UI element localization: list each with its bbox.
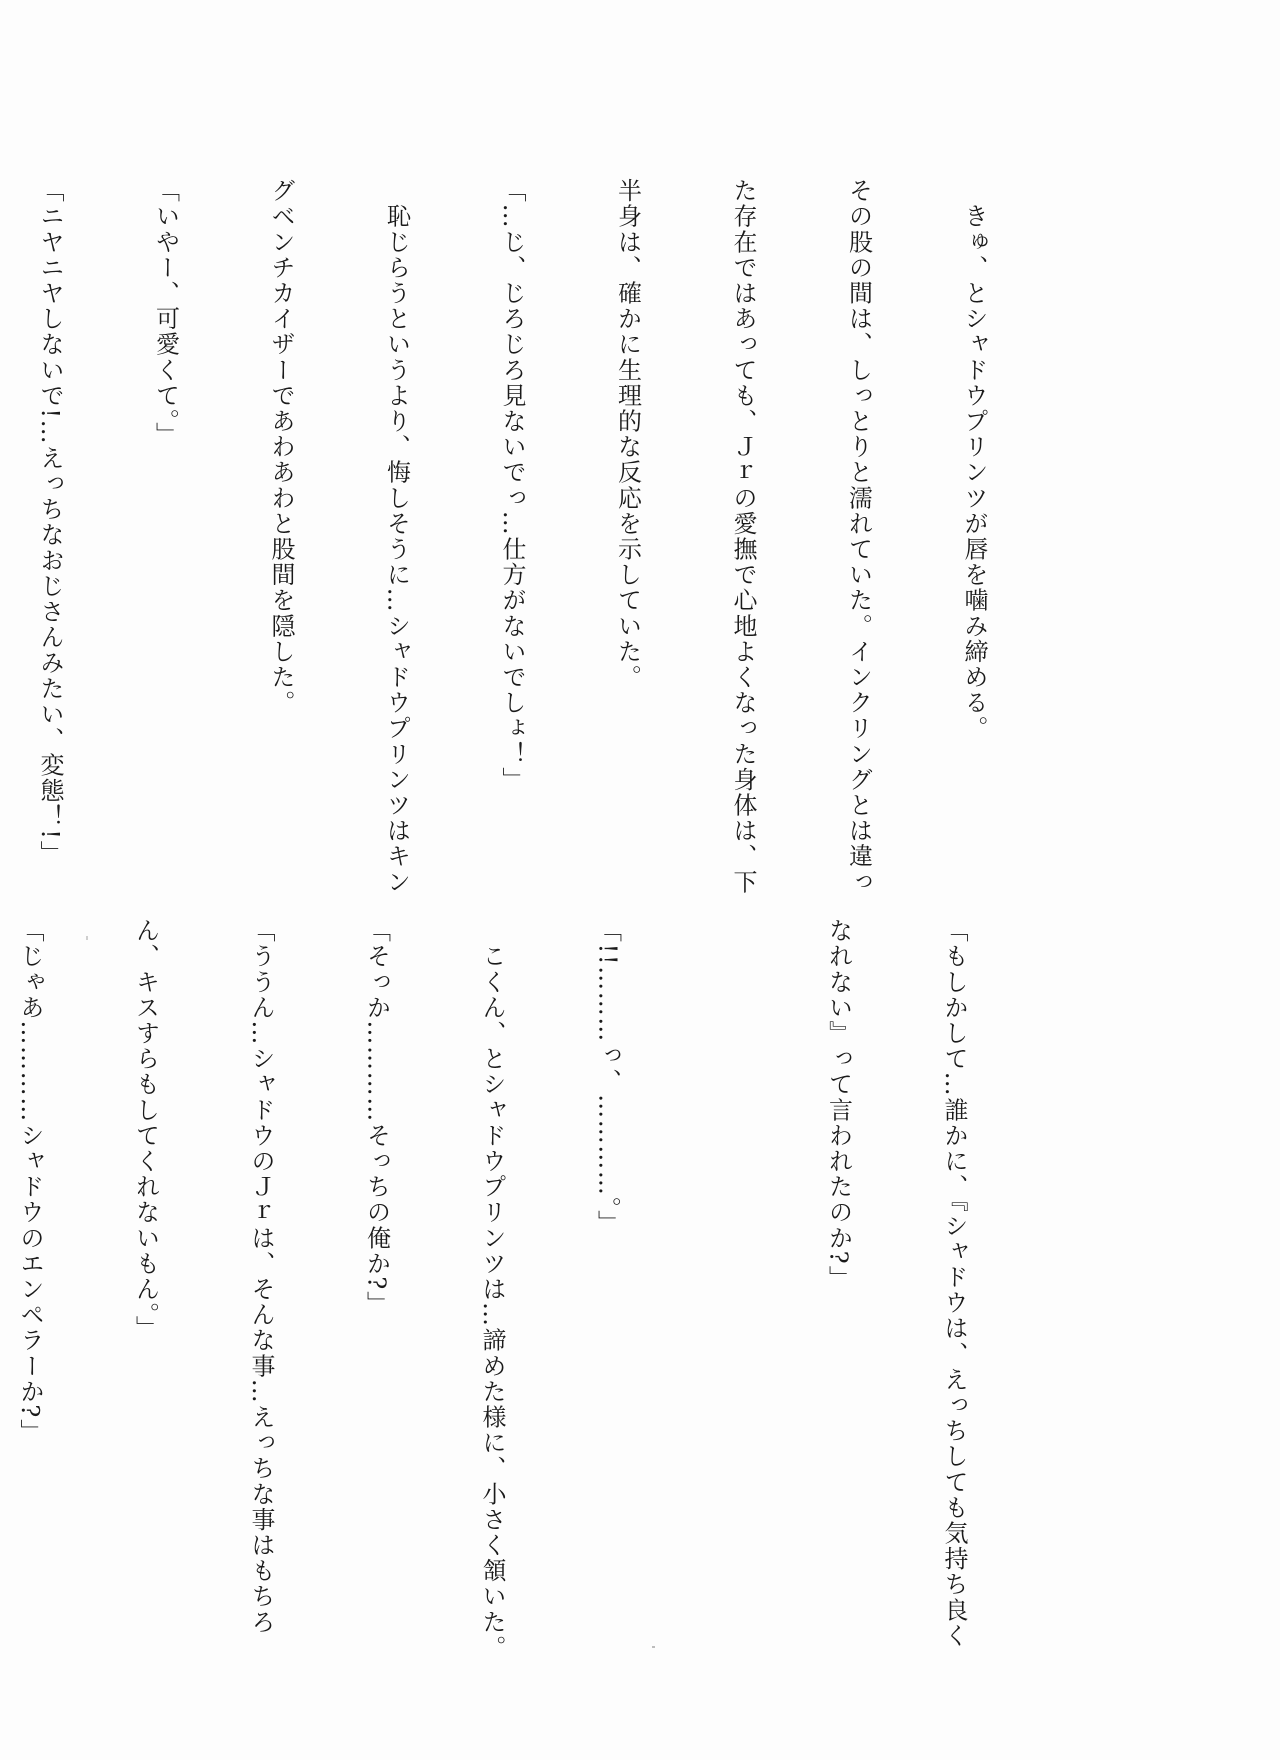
text-line: きゅ、とシャドウプリンツが唇を噛み締める。 [960, 178, 988, 742]
text-line: こくん、とシャドウプリンツは…諦めた様に、小さく頷いた。 [478, 918, 506, 1661]
text-line: ん、キスすらもしてくれないもん。」 [131, 918, 160, 1342]
text-line: 恥じらうというより、悔しそうに…シャドウプリンツはキン [382, 178, 411, 895]
text-line: 「ニヤニヤしないで!…えっちなおじさんみたい、変態！!」 [36, 178, 64, 867]
text-line: 「ううん…シャドウのＪｒは、そんな事…えっちな事はもちろ [247, 918, 275, 1635]
text-line: 「…じ、じろじろ見ないでっ…仕方がないでしょ！」 [498, 178, 526, 793]
text-line: 「いやー、可愛くて。」 [151, 178, 180, 448]
blank-line [704, 918, 743, 1688]
upper-text-block [0, 178, 1070, 895]
text-line: た存在ではあっても、Ｊｒの愛撫で心地よくなった身体は、下 [729, 178, 757, 895]
text-line: なれない』って言われたのか?」 [824, 918, 853, 1291]
lower-text-block [0, 918, 1050, 1688]
text-line: 「そっか…………そっちの俺か?」 [362, 918, 391, 1317]
text-line: その股の間は、しっとりと濡れていた。インクリングとは違っ [844, 178, 873, 895]
scan-artifact [86, 936, 88, 940]
text-line: 半身は、確かに生理的な反応を示していた。 [613, 178, 642, 690]
text-line: 「じゃあ…………シャドウのエンペラーか?」 [16, 918, 44, 1445]
text-line: グベンチカイザーであわあわと股間を隠した。 [267, 178, 295, 716]
text-line: 「!!………っ、…………。」 [593, 918, 622, 1236]
text-line: 「もしかして…誰かに、『シャドウは、えっちしても気持ち良く [940, 918, 968, 1649]
scan-artifact [652, 1646, 655, 1648]
